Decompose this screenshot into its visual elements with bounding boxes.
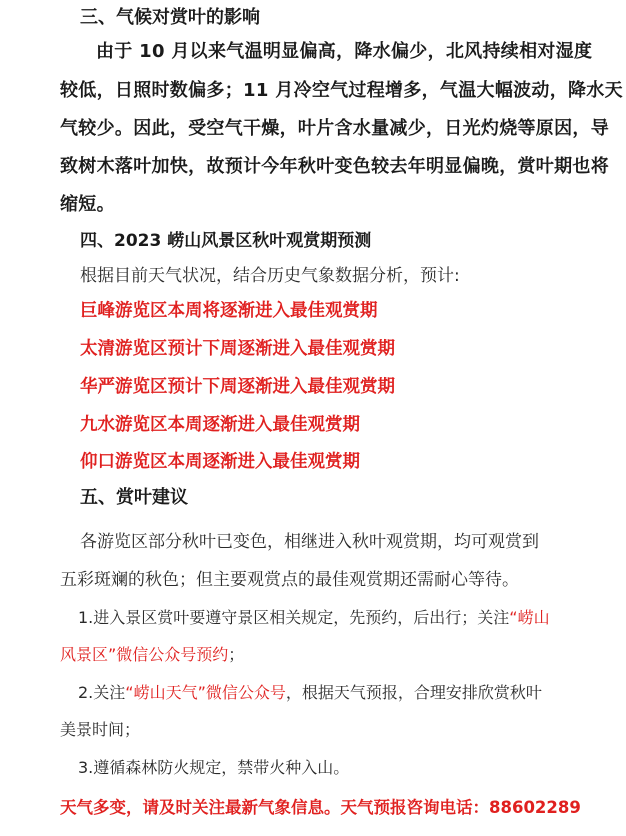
advice-item-1-text: 1.进入景区赏叶要遵守景区相关规定，先预约，后出行；关注: [78, 608, 510, 627]
forecast-item: 巨峰游览区本周将逐渐进入最佳观赏期: [80, 301, 378, 321]
advice-item-1-end: ；: [228, 645, 245, 664]
section4-intro: 根据目前天气状况，结合历史气象数据分析，预计:: [80, 266, 460, 286]
section3-line-2: 较低，日照时数偏多；11 月冷空气过程增多，气温大幅波动，降水天: [60, 80, 623, 101]
section3-line-1: 由于 10 月以来气温明显偏高，降水偏少，北风持续相对湿度: [96, 41, 593, 62]
advice-item-1-highlight: “崂山: [509, 608, 550, 627]
section5-heading: 五、赏叶建议: [80, 487, 188, 508]
section5-line-2: 五彩斑斓的秋色；但主要观赏点的最佳观赏期还需耐心等待。: [60, 570, 519, 590]
section5-line-1: 各游览区部分秋叶已变色，相继进入秋叶观赏期，均可观赏到: [80, 532, 539, 552]
advice-item-1-line-1: [78, 606, 550, 630]
section3-heading: 三、气候对赏叶的影响: [80, 7, 260, 28]
forecast-item: 太清游览区预计下周逐渐进入最佳观赏期: [80, 339, 395, 359]
section3-line-4: 致树木落叶加快，故预计今年秋叶变色较去年明显偏晚，赏叶期也将: [60, 156, 609, 177]
forecast-item: 华严游览区预计下周逐渐进入最佳观赏期: [80, 377, 395, 397]
advice-item-2-rest: ，根据天气预报，合理安排欣赏秋叶: [285, 683, 542, 702]
advice-item-1-highlight-cont: 风景区”微信公众号预约: [60, 645, 229, 664]
advice-item-2-text: 2.关注: [78, 683, 126, 702]
section4-heading: 四、2023 崂山风景区秋叶观赏期预测: [80, 231, 372, 251]
footer-notice: 天气多变，请及时关注最新气象信息。天气预报咨询电话：88602289: [60, 798, 581, 817]
advice-item-1-line-2: [60, 643, 244, 667]
advice-item-2-highlight: “崂山天气”微信公众号: [125, 683, 286, 702]
section3-line-3: 气较少。因此，受空气干燥，叶片含水量减少，日光灼烧等原因，导: [60, 118, 609, 139]
forecast-item: 九水游览区本周逐渐进入最佳观赏期: [80, 415, 360, 435]
advice-item-3: 3.遵循森林防火规定，禁带火种入山。: [78, 758, 350, 777]
advice-item-2-line-2: 美景时间；: [60, 720, 141, 739]
section3-line-5: 缩短。: [60, 194, 115, 215]
advice-item-2-line-1: [78, 681, 542, 705]
forecast-item: 仰口游览区本周逐渐进入最佳观赏期: [80, 452, 360, 472]
